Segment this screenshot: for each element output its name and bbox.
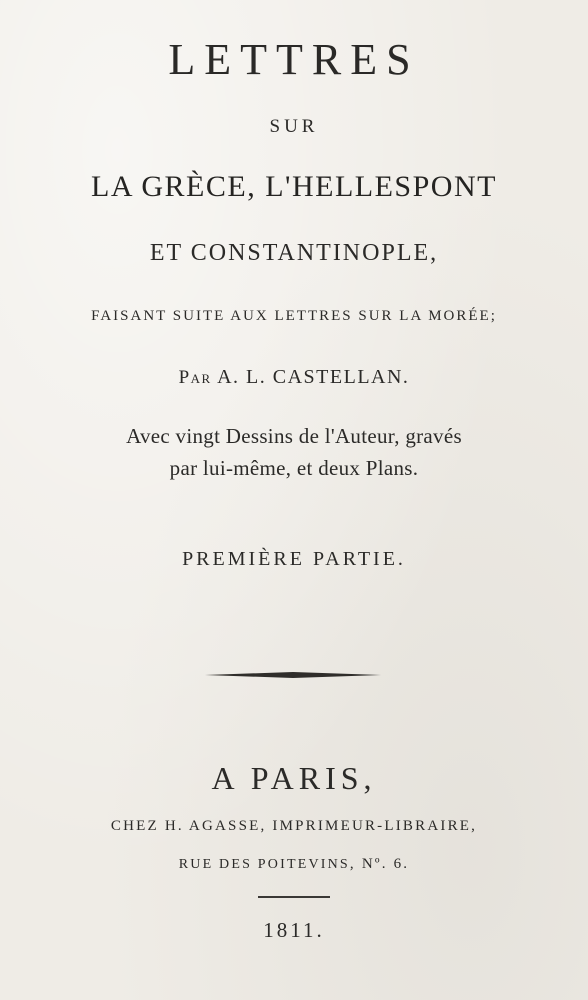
subject-line-1: LA GRÈCE, L'HELLESPONT: [91, 170, 497, 203]
imprint-address: [0, 856, 588, 873]
author-name: A. L. CASTELLAN.: [217, 366, 410, 388]
author-line: [0, 366, 588, 389]
subject-line-2: ET CONSTANTINOPLE,: [149, 240, 439, 266]
short-rule: [258, 896, 330, 898]
volume-label: PREMIÈRE PARTIE.: [182, 548, 406, 570]
publication-year: 1811.: [263, 918, 325, 942]
imprint-publisher: CHEZ H. AGASSE, IMPRIMEUR-LIBRAIRE,: [110, 818, 478, 834]
imprint-street: RUE DES POITEVINS: [178, 857, 350, 872]
ornamental-rule: [205, 672, 381, 678]
illustrations-line-1: Avec vingt Dessins de l'Auteur, gravés: [126, 424, 462, 448]
title-connector: SUR: [269, 116, 319, 137]
illustrations-line-2: par lui-même, et deux Plans.: [169, 456, 419, 480]
book-title: LETTRES: [168, 35, 420, 84]
imprint-city: A PARIS,: [211, 760, 377, 796]
subtitle: FAISANT SUITE AUX LETTRES SUR LA MORÉE;: [91, 308, 497, 324]
imprint-number: , Nº. 6.: [349, 856, 410, 872]
author-prefix: Par: [178, 367, 212, 388]
